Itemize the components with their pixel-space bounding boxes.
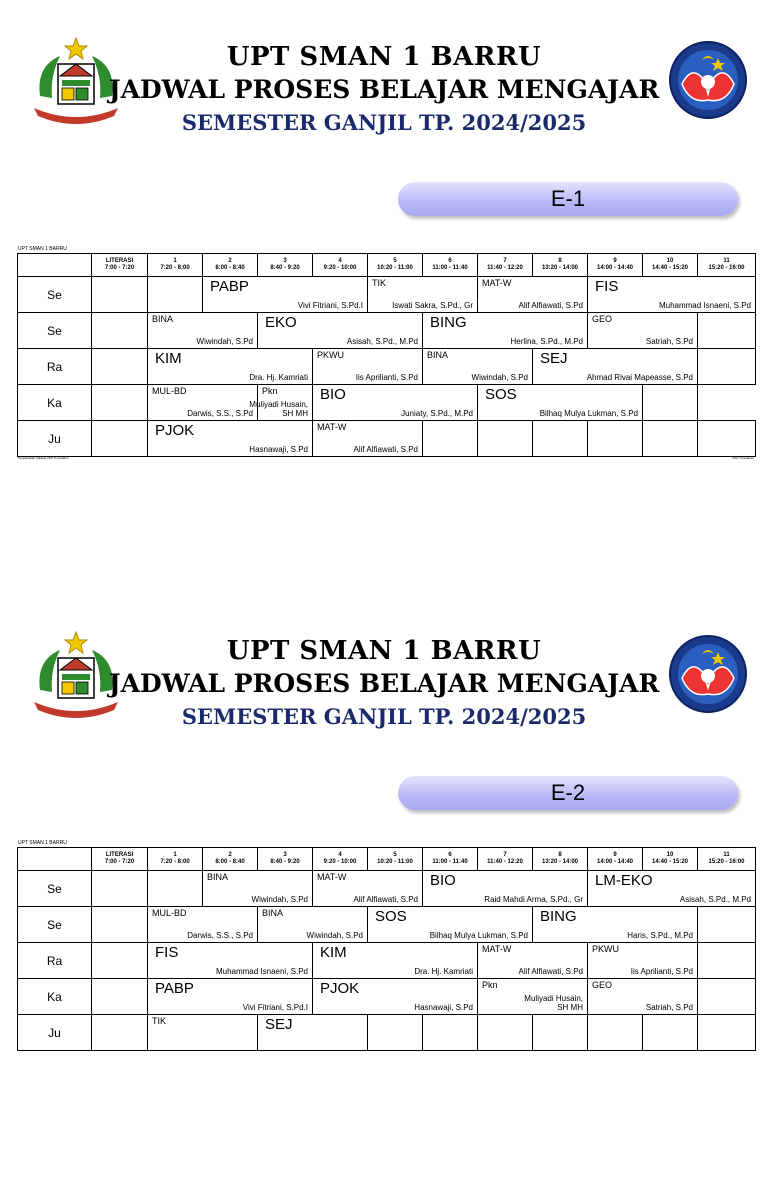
lesson-cell [423,871,588,907]
period-number: LITERASI [105,852,134,858]
teacher-name: Iis Aprilianti, S.Pd [630,967,693,976]
period-number: LITERASI [105,258,134,264]
lesson-cell [588,277,756,313]
subject-code: BINA [152,314,174,324]
lesson-cell [313,385,478,421]
semester-title: SEMESTER GANJIL TP. 2024/2025 [181,704,587,729]
period-time: 9:20 - 10:00 [323,265,357,271]
day-label: Se [18,907,92,943]
teacher-name: Bilhaq Mulya Lukman, S.Pd [539,409,638,418]
period-time: 7:20 - 8:00 [160,859,190,865]
day-label: Ju [18,1015,92,1051]
period-number: 8 [558,852,562,858]
empty-cell [92,907,148,943]
day-row [18,277,756,313]
period-time: 7:20 - 8:00 [160,265,190,271]
empty-cell [92,421,148,457]
period-number: 5 [393,258,397,264]
empty-cell [698,421,756,457]
teacher-name: Darwis, S.S., S.Pd [187,931,253,940]
period-number: 7 [503,258,507,264]
period-time: 8:00 - 8:40 [215,265,245,271]
subject-code: MAT-W [317,872,347,882]
subject-code: BINA [262,908,284,918]
period-header [203,848,258,871]
day-row [18,979,756,1015]
subject-code: MAT-W [482,944,512,954]
teacher-name: Ahmad Rivai Mapeasse, S.Pd [586,373,693,382]
teacher-name: Alif Alfiawati, S.Pd [353,445,418,454]
empty-cell [533,1015,588,1051]
lesson-cell [313,979,478,1015]
subject-code: PJOK [155,422,195,439]
subject-code: BING [430,314,467,331]
period-number: 1 [173,852,177,858]
empty-cell [698,1015,756,1051]
empty-cell [368,1015,423,1051]
empty-cell [148,277,203,313]
empty-cell [92,313,148,349]
lesson-cell [478,979,588,1015]
subject-code: BINA [427,350,449,360]
teacher-name: Asisah, S.Pd., M.Pd [679,895,751,904]
lesson-cell [313,349,423,385]
teacher-name: Hasnawaji, S.Pd [249,445,308,454]
period-time: 11:40 - 12:20 [487,265,523,271]
empty-cell [148,871,203,907]
period-time: 15:20 - 16:00 [708,859,745,865]
subject-code: GEO [592,314,613,324]
period-number: 11 [723,852,730,858]
period-number: 3 [283,258,287,264]
empty-cell [92,871,148,907]
period-header [92,254,148,277]
lesson-cell [249,385,313,421]
subject-code: MUL-BD [152,386,187,396]
subject-code: SOS [375,908,407,925]
subject-code: MUL-BD [152,908,187,918]
period-number: 6 [448,258,452,264]
lesson-cell [148,979,313,1015]
teacher-name: Alif Alfiawati, S.Pd [518,967,583,976]
subject-code: Pkn [262,386,278,396]
subject-code: Pkn [482,980,498,990]
teacher-name: Wiwindah, S.Pd [196,337,253,346]
period-number: 1 [173,258,177,264]
header-row [18,848,756,871]
teacher-name: Iis Aprilianti, S.Pd [355,373,418,382]
semester-title: SEMESTER GANJIL TP. 2024/2025 [181,110,587,135]
lesson-cell [478,277,588,313]
teacher-name: Dra. Hj. Kamriati [249,373,308,382]
period-number: 8 [558,258,562,264]
subject-code: PKWU [317,350,344,360]
day-label: Ka [18,979,92,1015]
lesson-cell [588,871,756,907]
subject-code: PABP [210,278,249,295]
footer-left: Penjadwalan Aplikasi ASC Timetables [18,456,69,460]
teacher-name: Muhammad Isnaeni, S.Pd [658,301,751,310]
period-header [203,254,258,277]
period-number: 9 [613,258,617,264]
period-number: 10 [666,258,674,264]
teacher-name: Wiwindah, S.Pd [471,373,528,382]
period-header [698,254,756,277]
class-label: E-1 [398,182,738,216]
period-time: 8:00 - 8:40 [215,859,245,865]
lesson-cell [313,421,423,457]
teacher-name: Wiwindah, S.Pd [306,931,363,940]
subject-code: FIS [155,944,179,961]
period-header [478,254,533,277]
lesson-cell [148,349,313,385]
empty-cell [92,385,148,421]
subject-code: FIS [595,278,619,295]
period-time: 10:20 - 11:00 [377,265,413,271]
empty-cell [643,1015,698,1051]
day-row [18,421,756,457]
period-time: 15:20 - 16:00 [708,265,745,271]
period-time: 9:20 - 10:00 [323,859,357,865]
schedule-title: JADWAL PROSES BELAJAR MENGAJAR [108,75,660,104]
schedule-block [0,594,768,1188]
subject-code: PKWU [592,944,619,954]
day-label: Se [18,871,92,907]
empty-cell [588,421,643,457]
lesson-cell [533,349,698,385]
period-time: 11:00 - 11:40 [432,265,468,271]
subject-code: BIO [320,386,346,403]
period-header [148,254,203,277]
period-time: 10:20 - 11:00 [377,859,413,865]
period-number: 4 [338,258,342,264]
lesson-cell [368,907,533,943]
period-time: 14:00 - 14:40 [596,859,634,865]
period-header [148,848,203,871]
empty-cell [698,979,756,1015]
period-header [533,848,588,871]
period-header [588,254,643,277]
lesson-cell [423,313,588,349]
period-time: 13:20 - 14:00 [541,265,579,271]
day-label: Ka [18,385,92,421]
period-number: 5 [393,852,397,858]
subject-code: MAT-W [317,422,347,432]
header-row [18,254,756,277]
lesson-cell [423,349,533,385]
lesson-cell [148,385,258,421]
teacher-name: Haris, S.Pd., M.Pd [627,931,693,940]
footer-right: ASC Timetables [732,456,754,460]
lesson-cell [313,871,423,907]
empty-cell [92,349,148,385]
period-header [698,848,756,871]
day-row [18,385,756,421]
day-row [18,871,756,907]
period-time: 7:00 - 7:20 [104,859,135,865]
subject-code: TIK [152,1016,167,1026]
empty-cell [698,907,756,943]
period-header [313,254,368,277]
subject-code: BING [540,908,577,925]
day-label: Ju [18,421,92,457]
lesson-cell [478,943,588,979]
teacher-name: Hasnawaji, S.Pd [414,1003,473,1012]
period-header [368,848,423,871]
empty-cell [588,1015,643,1051]
day-row [18,943,756,979]
period-time: 14:40 - 15:20 [651,265,689,271]
period-time: 13:20 - 14:00 [541,859,579,865]
teacher-name: Juniaty, S.Pd., M.Pd [401,409,473,418]
period-header [92,848,148,871]
school-title: UPT SMAN 1 BARRU [226,636,542,666]
teacher-name: Iswati Sakra, S.Pd., Gr [392,301,473,310]
period-header [368,254,423,277]
teacher-name: Vivi Fitriani, S.Pd.I [242,1003,308,1012]
period-number: 11 [723,258,730,264]
lesson-cell [258,907,368,943]
empty-cell [643,421,698,457]
period-header [478,848,533,871]
period-number: 7 [503,852,507,858]
subject-code: SEJ [540,350,568,367]
teacher-name: Wiwindah, S.Pd [251,895,308,904]
lesson-cell [148,421,313,457]
teacher-name: Alif Alfiawati, S.Pd [518,301,583,310]
empty-cell [92,1015,148,1051]
teacher-name: Asisah, S.Pd., M.Pd [346,337,418,346]
period-time: 14:00 - 14:40 [596,265,634,271]
teacher-name: Satriah, S.Pd [645,337,693,346]
teacher-name: Alif Alfiawati, S.Pd [353,895,418,904]
period-time: 11:00 - 11:40 [432,859,468,865]
subject-code: BINA [207,872,229,882]
teacher-name: Muhammad Isnaeni, S.Pd [215,967,308,976]
timetable [17,253,756,457]
subject-code: PABP [155,980,194,997]
lesson-cell [478,385,643,421]
subject-code: MAT-W [482,278,512,288]
empty-cell [478,1015,533,1051]
empty-cell [698,349,756,385]
empty-cell [698,313,756,349]
period-header [313,848,368,871]
period-number: 10 [666,852,674,858]
lesson-cell [203,871,313,907]
timetable [17,847,756,1051]
period-number: 9 [613,852,617,858]
subject-code: LM-EKO [595,872,653,889]
subject-code: SEJ [265,1016,293,1033]
teacher-name: Bilhaq Mulya Lukman, S.Pd [429,931,528,940]
empty-cell [643,385,698,421]
schedule-title: JADWAL PROSES BELAJAR MENGAJAR [108,669,660,698]
subject-code: TIK [372,278,387,288]
day-row [18,349,756,385]
period-header [533,254,588,277]
period-time: 7:00 - 7:20 [104,265,135,271]
period-header [258,254,313,277]
lesson-cell [148,943,313,979]
lesson-cell [258,1015,368,1051]
subject-code: KIM [155,350,182,367]
teacher-name: Satriah, S.Pd [645,1003,693,1012]
period-number: 3 [283,852,287,858]
period-number: 2 [228,258,232,264]
lesson-cell [313,943,478,979]
teacher-name: Dra. Hj. Kamriati [414,967,473,976]
school-small-label: UPT SMAN 1 BARRU [18,840,67,846]
teacher-name: Muliyadi Husain, SH MH [524,994,583,1012]
empty-cell [698,943,756,979]
period-header [588,848,643,871]
period-time: 14:40 - 15:20 [651,859,689,865]
period-number: 2 [228,852,232,858]
period-number: 6 [448,852,452,858]
corner-cell [18,848,92,871]
period-time: 8:40 - 9:20 [270,859,300,865]
lesson-cell [148,1015,258,1051]
day-label: Se [18,313,92,349]
subject-code: BIO [430,872,456,889]
teacher-name: Vivi Fitriani, S.Pd.I [297,301,363,310]
subject-code: EKO [265,314,297,331]
lesson-cell [368,277,478,313]
lesson-cell [588,943,698,979]
empty-cell [533,421,588,457]
subject-code: KIM [320,944,347,961]
subject-code: SOS [485,386,517,403]
lesson-cell [148,313,258,349]
period-header [643,254,698,277]
period-time: 11:40 - 12:20 [487,859,523,865]
empty-cell [423,421,478,457]
lesson-cell [203,277,368,313]
lesson-cell [533,907,698,943]
period-header [258,848,313,871]
teacher-name: Darwis, S.S., S.Pd [187,409,253,418]
empty-cell [423,1015,478,1051]
period-header [423,848,478,871]
teacher-name: Muliyadi Husain, SH MH [249,400,308,418]
school-small-label: UPT SMAN 1 BARRU [18,246,67,252]
corner-cell [18,254,92,277]
day-label: Se [18,277,92,313]
day-row [18,313,756,349]
empty-cell [92,277,148,313]
lesson-cell [588,979,698,1015]
lesson-cell [148,907,258,943]
class-label: E-2 [398,776,738,810]
subject-code: PJOK [320,980,360,997]
period-header [423,254,478,277]
period-time: 8:40 - 9:20 [270,265,300,271]
teacher-name: Raid Mahdi Arma, S.Pd., Gr [484,895,583,904]
day-label: Ra [18,349,92,385]
subject-code: GEO [592,980,613,990]
empty-cell [92,979,148,1015]
lesson-cell [258,313,423,349]
day-label: Ra [18,943,92,979]
school-title: UPT SMAN 1 BARRU [226,42,542,72]
day-row [18,1015,756,1051]
empty-cell [92,943,148,979]
period-header [643,848,698,871]
teacher-name: Herlina, S.Pd., M.Pd [510,337,583,346]
period-number: 4 [338,852,342,858]
day-row [18,907,756,943]
empty-cell [478,421,533,457]
lesson-cell [588,313,698,349]
